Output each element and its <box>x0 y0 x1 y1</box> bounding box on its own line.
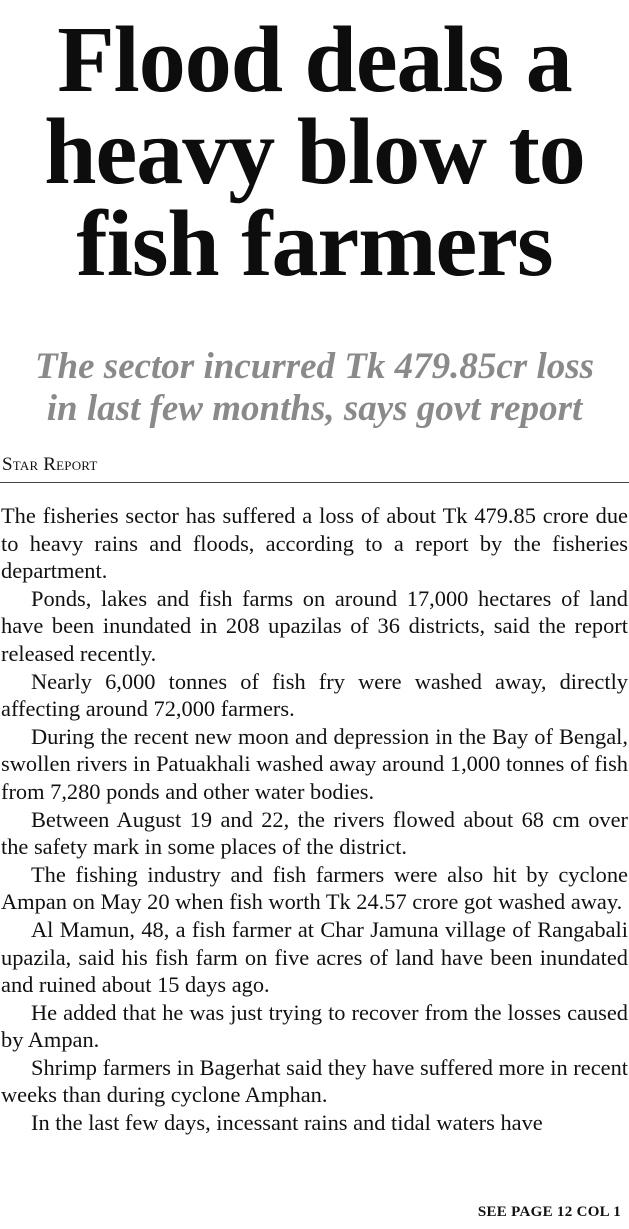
article-body <box>1 502 628 1137</box>
paragraph: Ponds, lakes and fish farms on around 17,000 hectares of land have been inundated in 208 upazilas of 36 districts, said the report released recently. <box>1 585 628 666</box>
paragraph: The fishing industry and fish farmers were also hit by cyclone Ampan on May 20 when fish worth Tk 24.57 crore got washed away. <box>1 861 628 915</box>
headline-line-2: heavy blow to <box>44 100 585 204</box>
byline: Star Report <box>2 454 98 475</box>
paragraph: He added that he was just trying to recover from the losses caused by Ampan. <box>1 999 628 1053</box>
paragraph: In the last few days, incessant rains and tidal waters have <box>31 1110 543 1136</box>
paragraph: Nearly 6,000 tonnes of fish fry were washed away, directly affecting around 72,000 farmers. <box>1 668 628 722</box>
paragraph: Between August 19 and 22, the rivers flowed about 68 cm over the safety mark in some places of the district. <box>1 806 628 860</box>
subheadline-line-1: The sector incurred Tk 479.85cr loss <box>34 346 595 387</box>
headline <box>0 8 629 296</box>
byline-divider <box>0 482 629 483</box>
continued-jump-line: SEE PAGE 12 COL 1 <box>477 1204 621 1220</box>
paragraph: Shrimp farmers in Bagerhat said they have suffered more in recent weeks than during cyclone Amphan. <box>1 1054 628 1108</box>
paragraph: Al Mamun, 48, a fish farmer at Char Jamuna village of Rangabali upazila, said his fish farm on five acres of land have been inundated and ruined about 15 days ago. <box>1 916 628 998</box>
subheadline <box>0 346 629 430</box>
headline-line-1: Flood deals a <box>57 8 572 112</box>
headline-line-3: fish farmers <box>76 192 553 296</box>
subheadline-line-2: in last few months, says govt report <box>46 388 583 429</box>
paragraph: The fisheries sector has suffered a loss of about Tk 479.85 crore due to heavy rains and floods, according to a report by the fisheries department. <box>1 503 628 584</box>
paragraph: During the recent new moon and depression in the Bay of Bengal, swollen rivers in Patuakhali washed away around 1,000 tonnes of fish from 7,280 ponds and other water bodies. <box>1 723 628 804</box>
